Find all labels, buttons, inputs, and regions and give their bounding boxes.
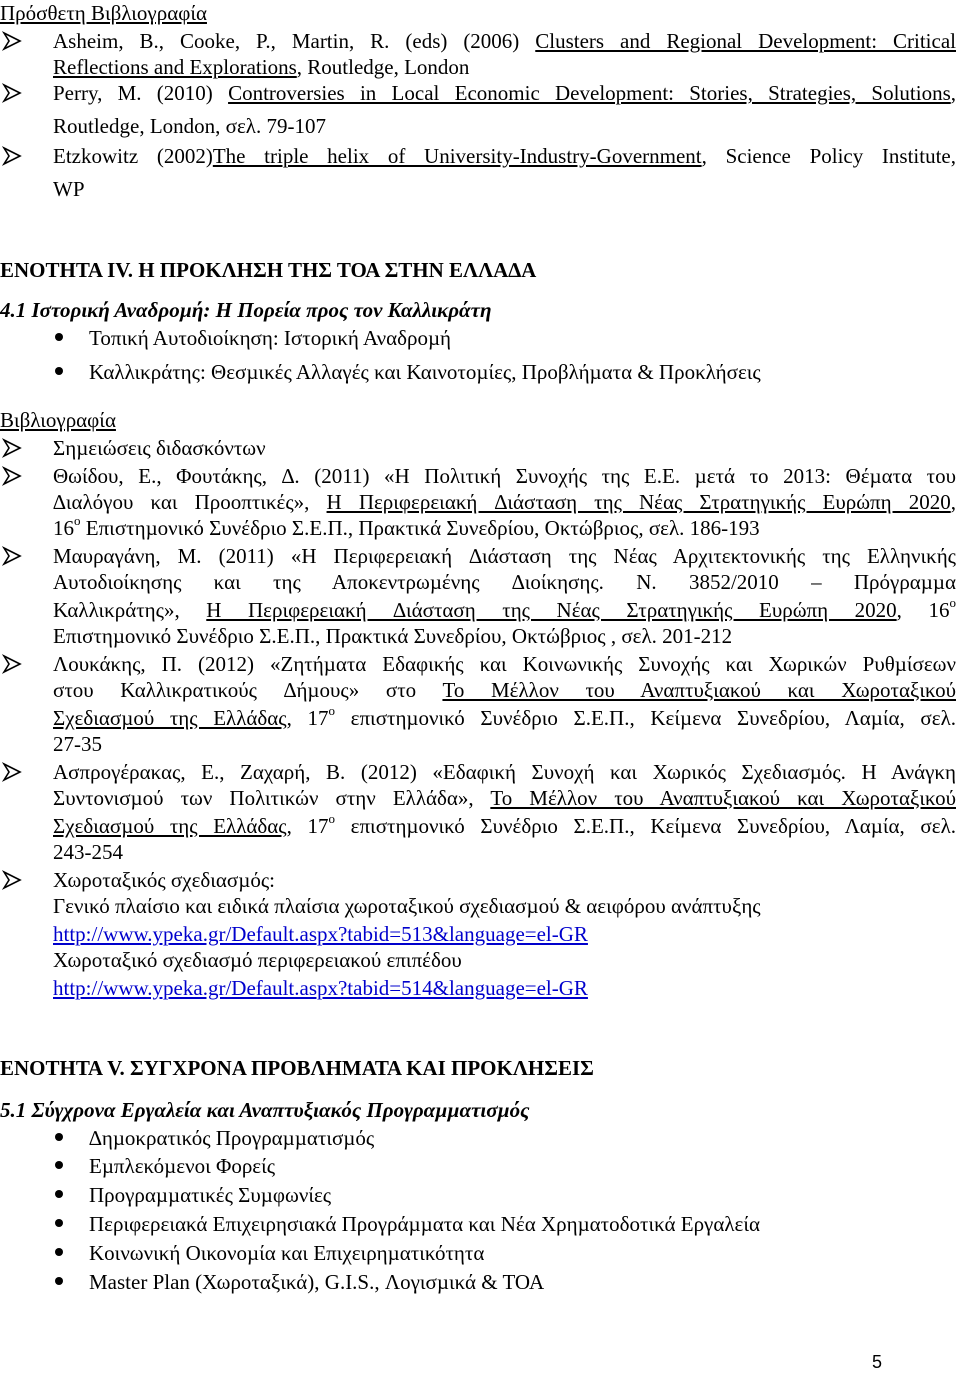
ypeka-link-513[interactable]: http://www.ypeka.gr/Default.aspx?tabid=513&language=el-GR — [53, 922, 588, 946]
additional-bibliography-heading: Πρόσθετη Βιβλιογραφία — [0, 1, 207, 25]
arrow-bullet-icon — [2, 438, 22, 458]
arrow-bullet-icon — [2, 146, 22, 166]
ref-mavragani-line4: Επιστηµονικό Συνέδριο Σ.Ε.Π., Πρακτικά Συνεδρίου, Οκτώβριος , σελ. 201-212 — [53, 624, 733, 648]
section-4-bibliography-heading: Βιβλιογραφία — [0, 408, 116, 432]
bib-item-etzkowitz: Etzkowitz (2002)The triple helix of University-Industry-Government, Science Policy Institute, — [53, 144, 956, 168]
ref-loukakis-line2: στου Καλλικρατικούς ∆ήµους» στο Το Μέλλον του Αναπτυξιακού και Χωροταξικού — [53, 678, 956, 702]
bib-item-etzkowitz-line2: WP — [53, 177, 85, 201]
ref-spatial-planning-line2: Γενικό πλαίσιο και ειδικά πλαίσια χωροταξικού σχεδιασµού & αειφόρου ανάπτυξης — [53, 894, 761, 918]
section-5-bullet: Κοινωνική Οικονοµία και Επιχειρηµατικότητα — [89, 1241, 485, 1265]
section-5-1-subheading: 5.1 Σύγχρονα Εργαλεία και Αναπτυξιακός Προγραµµατισµός — [0, 1098, 530, 1122]
section-5-heading: ΕΝΟΤΗΤΑ V. ΣΥΓΧΡΟΝΑ ΠΡΟΒΛΗΜΑΤΑ ΚΑΙ ΠΡΟΚΛΗΣΕΙΣ — [0, 1056, 594, 1080]
section-4-1-subheading: 4.1 Ιστορική Αναδροµή: Η Πορεία προς τον Καλλικράτη — [0, 298, 492, 322]
arrow-bullet-icon — [2, 654, 22, 674]
ref-instructor-notes: Σηµειώσεις διδασκόντων — [53, 436, 266, 460]
ref-thoidou: Θωίδου, Ε., Φουτάκης, ∆. (2011) «Η Πολιτική Συνοχής της Ε.Ε. µετά το 2013: Θέµατα του — [53, 464, 956, 488]
bullet-dot-icon — [55, 333, 63, 341]
bullet-dot-icon — [55, 1277, 63, 1285]
ref-asprogerakas: Ασπρογέρακας, Ε., Ζαχαρή, Β. (2012) «Εδαφική Συνοχή και Χωρικός Σχεδιασµός. Η Ανάγκη — [53, 760, 956, 784]
section-5-bullet: Master Plan (Χωροταξικά), G.I.S., Λογισµικά & ΤΟΑ — [89, 1270, 545, 1294]
arrow-bullet-icon — [2, 466, 22, 486]
bullet-dot-icon — [55, 1133, 63, 1141]
section-4-heading: ΕΝΟΤΗΤΑ IV. Η ΠΡΟΚΛΗΣΗ ΤΗΣ ΤΟΑ ΣΤΗΝ ΕΛΛΑ∆Α — [0, 258, 537, 282]
bullet-dot-icon — [55, 1219, 63, 1227]
ref-loukakis-line4: 27-35 — [53, 732, 102, 756]
section-5-bullet: Περιφερειακά Επιχειρησιακά Προγράµµατα και Νέα Χρηµατοδοτικά Εργαλεία — [89, 1212, 760, 1236]
ref-thoidou-line3: $16^o$ Επιστηµονικό Συνέδριο Σ.Ε.Π., Πρακτικά Συνεδρίου, Οκτώβριος, σελ. 186-193 — [53, 513, 760, 540]
ref-regional-planning: Χωροταξικό σχεδιασµό περιφερειακού επιπέδου — [53, 948, 462, 972]
ref-mavragani: Μαυραγάνη, Μ. (2011) «Η Περιφερειακή ∆ιάσταση της Νέας Αρχιτεκτονικής της Ελληνικής — [53, 544, 956, 568]
ref-mavragani-line2: Αυτοδιοίκησης και της Αποκεντρωµένης ∆ιοίκησης. Ν. 3852/2010 – Πρόγραµµα — [53, 570, 956, 594]
section-5-bullet: Προγραµµατικές Συµφωνίες — [89, 1183, 332, 1207]
bib-item-perry-line2: Routledge, London, σελ. 79-107 — [53, 114, 326, 138]
bullet-dot-icon — [55, 1248, 63, 1256]
ref-asprogerakas-line3: Σχεδιασµού της Ελλάδας, $17^o$ επιστηµονικό Συνέδριο Σ.Ε.Π., Κείµενα Συνεδρίου, Λαµία, σελ. — [53, 811, 957, 838]
ref-spatial-planning: Χωροταξικός σχεδιασµός: — [53, 868, 276, 892]
bullet-dot-icon — [55, 367, 63, 375]
bullet-dot-icon — [55, 1190, 63, 1198]
ref-asprogerakas-line4: 243-254 — [53, 840, 123, 864]
page-number: 5 — [871, 1352, 882, 1372]
ref-thoidou-line2: ∆ιαλόγου και Προοπτικές», Η Περιφερειακή ∆ιάσταση της Νέας Στρατηγικής Ευρώπη 2020, — [53, 490, 956, 514]
arrow-bullet-icon — [2, 31, 22, 51]
ypeka-link-514[interactable]: http://www.ypeka.gr/Default.aspx?tabid=514&language=el-GR — [53, 976, 588, 1000]
arrow-bullet-icon — [2, 870, 22, 890]
bib-item-asheim-line2: Reflections and Explorations, Routledge, London — [53, 55, 470, 79]
section-4-bullet: Τοπική Αυτοδιοίκηση: Ιστορική Αναδροµή — [89, 326, 452, 350]
bullet-dot-icon — [55, 1161, 63, 1169]
section-5-bullet: ∆ηµοκρατικός Προγραµµατισµός — [89, 1126, 375, 1150]
arrow-bullet-icon — [2, 83, 22, 103]
bib-item-asheim: Asheim, B., Cooke, P., Martin, R. (eds) (2006) Clusters and Regional Development: Critical — [53, 29, 956, 53]
section-4-bullet: Καλλικράτης: Θεσµικές Αλλαγές και Καινοτοµίες, Προβλήµατα & Προκλήσεις — [89, 360, 761, 384]
ref-asprogerakas-line2: Συντονισµού των Πολιτικών στην Ελλάδα», Το Μέλλον του Αναπτυξιακού και Χωροταξικού — [53, 786, 956, 810]
arrow-bullet-icon — [2, 762, 22, 782]
ref-loukakis: Λουκάκης, Π. (2012) «Ζητήµατα Εδαφικής και Κοινωνικής Συνοχής και Χωρικών Ρυθµίσεων — [53, 652, 956, 676]
ref-mavragani-line3: Καλλικράτης», Η Περιφερειακή ∆ιάσταση της Νέας Στρατηγικής Ευρώπη 2020, $16^o$ — [53, 595, 956, 622]
arrow-bullet-icon — [2, 546, 22, 566]
bib-item-perry: Perry, M. (2010) Controversies in Local Economic Development: Stories, Strategies, Solutions, — [53, 81, 957, 105]
section-5-bullet: Εµπλεκόµενοι Φορείς — [89, 1154, 276, 1178]
ref-loukakis-line3: Σχεδιασµού της Ελλάδας, $17^o$ επιστηµονικό Συνέδριο Σ.Ε.Π., Κείµενα Συνεδρίου, Λαµία, σελ. — [53, 703, 957, 730]
